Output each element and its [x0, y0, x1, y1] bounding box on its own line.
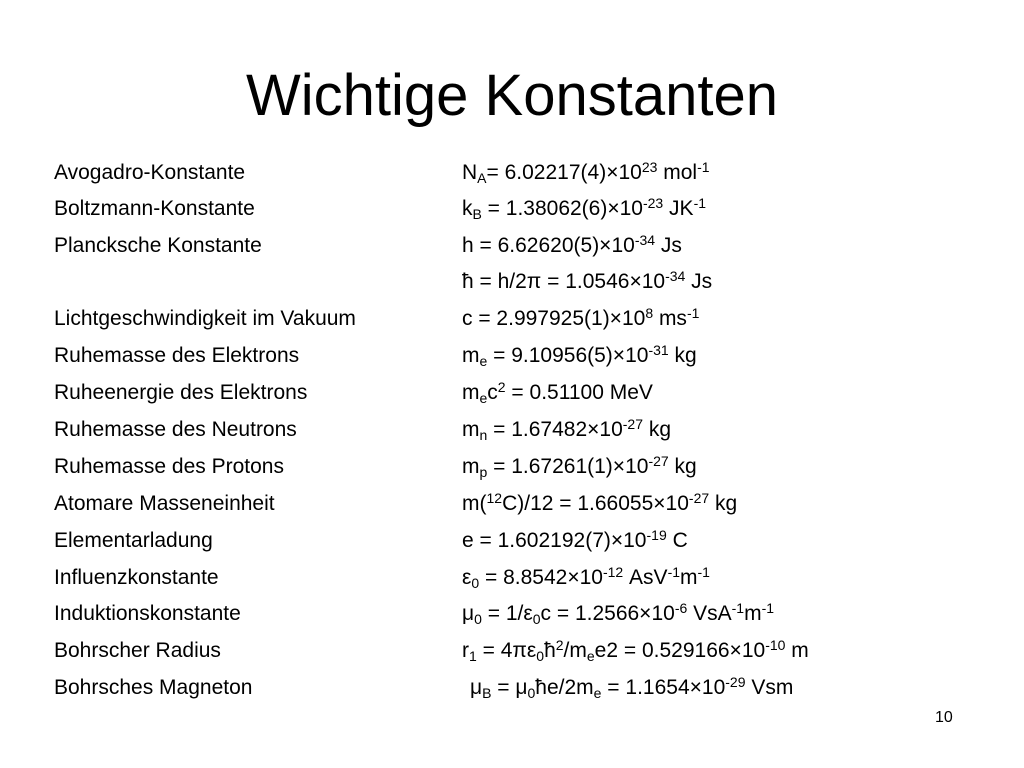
constant-name: Influenzkonstante [54, 566, 219, 589]
constant-row-bohr-magneton [0, 670, 1024, 706]
slide-title: Wichtige Konstanten [246, 63, 778, 128]
constant-name: Atomare Masseneinheit [54, 492, 275, 515]
constant-row-avogadro [0, 155, 1024, 191]
constant-value: ħ = $h/2\pi = 1.0546\times 10^{-34}$ Js [462, 268, 713, 293]
constant-value: $N_A= 6.02217(4)\times 10^{23}$ mol$^{-1}$ [462, 159, 710, 186]
constant-value: $\mu_0 = 1/\varepsilon_0c = 1.2566\times 10^{-6}$ $VsA^{-1}m^{-1}$ [462, 600, 775, 627]
constant-value: $\mu_B$ = $\mu_0ħe/2m_e = 1.1654\times 10^{-29}$ Vsm [470, 674, 794, 701]
constant-value: $m_n = 1.67482\times 10^{-27}$ kg [462, 416, 672, 443]
constant-row-bohr-radius [0, 633, 1024, 669]
constant-row-electron-rest-energy [0, 375, 1024, 411]
constant-value: $r_1$ = $4\pi\varepsilon_0ħ^2/m_ee2 = 0.529166\times 10^{-10}$ m [462, 637, 809, 664]
constant-name: Ruhemasse des Neutrons [54, 418, 297, 441]
constant-row-elementary-charge [0, 523, 1024, 559]
constant-value: $m_p = 1.67261(1)\times 10^{-27}$ kg [462, 453, 697, 480]
constant-value: $m_e = 9.10956(5)\times 10^{-31}$ kg [462, 342, 697, 369]
constant-row-atomic-mass-unit [0, 486, 1024, 522]
constant-row-boltzmann [0, 191, 1024, 227]
constant-value: $c = 2.997925(1)\times 10^8$ $ms^{-1}$ [462, 305, 700, 330]
constant-name: Elementarladung [54, 529, 213, 552]
constant-name: Bohrscher Radius [54, 639, 221, 662]
constant-row-permittivity [0, 560, 1024, 596]
constant-name: Plancksche Konstante [54, 234, 262, 257]
constant-row-neutron-mass [0, 412, 1024, 448]
constant-value: $m(^{12}C)/12 = 1.66055\times 10^{-27}$ kg [462, 490, 738, 515]
constant-row-permeability [0, 596, 1024, 632]
constant-name: Boltzmann-Konstante [54, 197, 255, 220]
constant-name: Ruhemasse des Protons [54, 455, 284, 478]
constant-value: $m_ec^2 = 0.51100$ MeV [462, 379, 653, 406]
constant-row-planck-reduced [0, 264, 1024, 300]
constant-name: Lichtgeschwindigkeit im Vakuum [54, 307, 356, 330]
constant-name: Avogadro-Konstante [54, 161, 246, 184]
constant-value: $e = 1.602192(7)\times 10^{-19}$ C [462, 527, 688, 552]
constant-name: Ruhemasse des Elektrons [54, 344, 300, 367]
constant-row-proton-mass [0, 449, 1024, 485]
constant-value: $k_B = 1.38062(6)\times 10^{-23}$ $JK^{-1}$ [462, 195, 707, 222]
constant-value: $\varepsilon_0 = 8.8542\times 10^{-12}$ $AsV^{-1}m^{-1}$ [462, 564, 710, 591]
constant-name: Bohrsches Magneton [54, 676, 253, 699]
constant-name: Ruheenergie des Elektrons [54, 381, 308, 404]
constant-value: $h = 6.62620(5)\times 10^{-34}$ Js [462, 232, 682, 257]
page-number: 10 [935, 709, 953, 726]
constant-row-electron-mass [0, 338, 1024, 374]
constant-name: Induktionskonstante [54, 602, 241, 625]
constant-row-speed-of-light [0, 301, 1024, 337]
constant-row-planck [0, 228, 1024, 264]
